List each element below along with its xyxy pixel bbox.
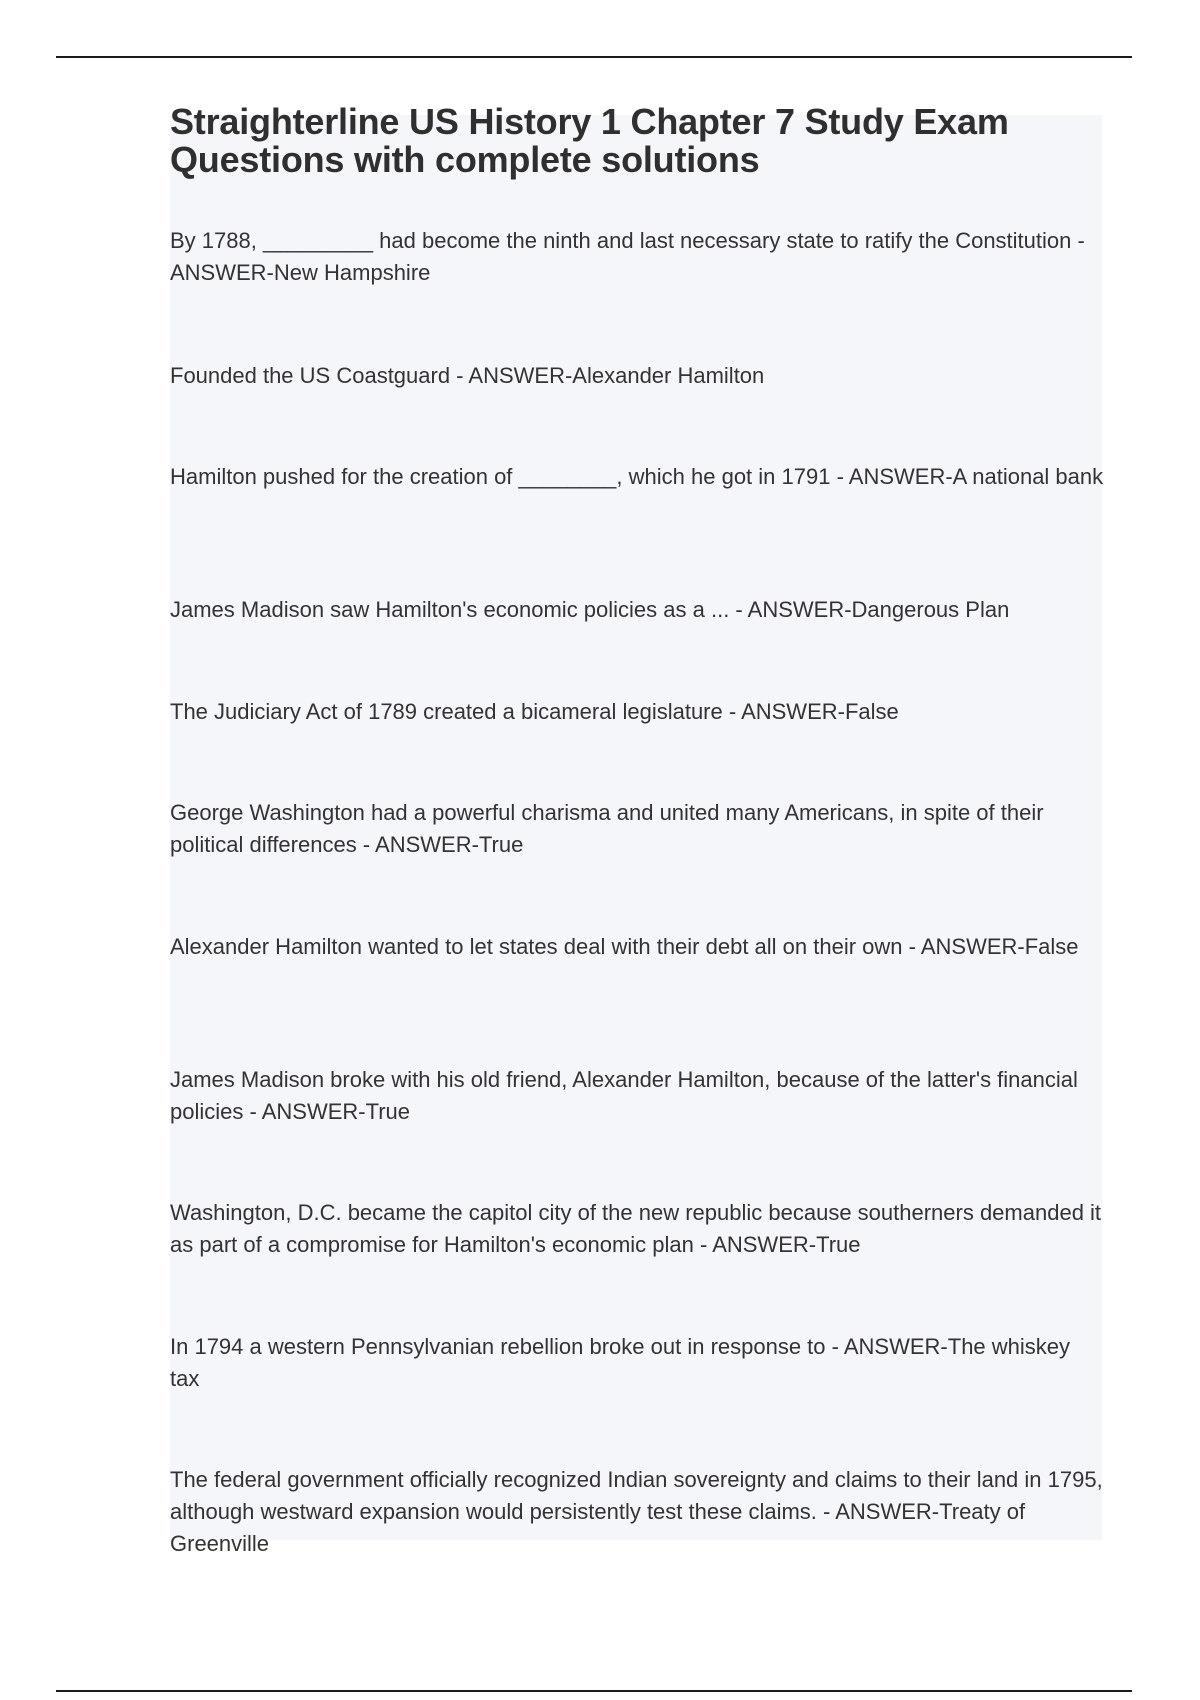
question-item-1: By 1788, _________ had become the ninth and last necessary state to ratify the Constitution - ANSWER-New Hampshire bbox=[170, 228, 1085, 285]
question-item-9: Washington, D.C. became the capitol city of the new republic because southerners demanded it as part of a compromise for Hamilton's economic plan - ANSWER-True bbox=[170, 1200, 1102, 1257]
question-item-5: The Judiciary Act of 1789 created a bicameral legislature - ANSWER-False bbox=[170, 699, 899, 724]
question-item-6: George Washington had a powerful charisma and united many Americans, in spite of their political differences - ANSWER-True bbox=[170, 800, 1044, 857]
question-item-3: Hamilton pushed for the creation of ________, which he got in 1791 - ANSWER-A national bank bbox=[170, 464, 1104, 489]
question-item-4: James Madison saw Hamilton's economic policies as a ... - ANSWER-Dangerous Plan bbox=[170, 597, 1010, 622]
bottom-divider bbox=[56, 1690, 1132, 1692]
question-item-8: James Madison broke with his old friend, Alexander Hamilton, because of the latter's financial policies - ANSWER-True bbox=[170, 1067, 1078, 1124]
question-item-10: In 1794 a western Pennsylvanian rebellion broke out in response to - ANSWER-The whiskey tax bbox=[170, 1334, 1071, 1391]
question-item-2: Founded the US Coastguard - ANSWER-Alexander Hamilton bbox=[170, 363, 765, 388]
question-item-11: The federal government officially recognized Indian sovereignty and claims to their land in 1795, although westward expansion would persistently test these claims. - ANSWER-Treaty of Greenville bbox=[170, 1467, 1103, 1556]
top-divider bbox=[56, 56, 1132, 58]
question-item-7: Alexander Hamilton wanted to let states deal with their debt all on their own - ANSWER-False bbox=[170, 934, 1079, 959]
document-title: Straighterline US History 1 Chapter 7 Study Exam Questions with complete solutions bbox=[170, 101, 1009, 180]
